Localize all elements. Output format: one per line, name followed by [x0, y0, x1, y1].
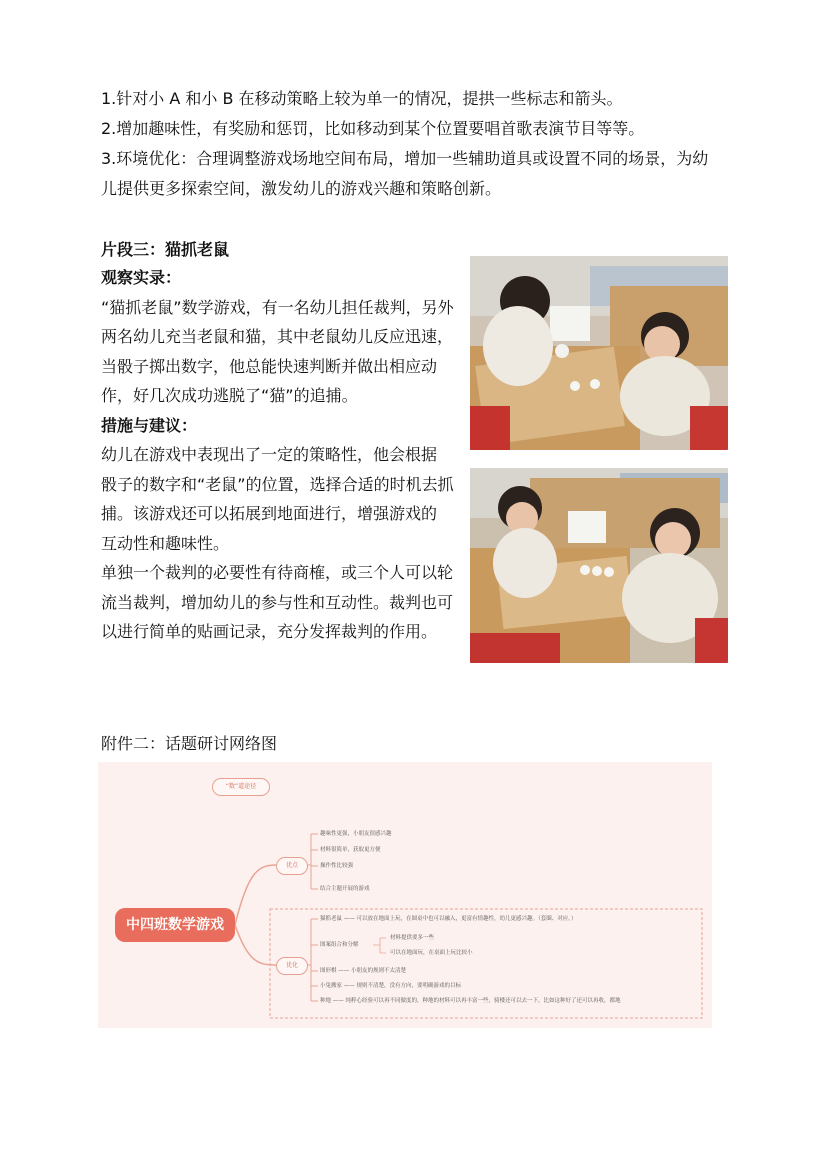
list-item: 2.增加趣味性，有奖励和惩罚，比如移动到某个位置要唱首歌表演节目等等。: [101, 119, 645, 138]
list-item: 儿提供更多探索空间，激发幼儿的游戏兴趣和策略创新。: [101, 179, 502, 198]
paragraph-line: “猫抓老鼠”数学游戏，有一名幼儿担任裁判，另外: [101, 297, 454, 317]
root-node: 中四班数学游戏: [115, 908, 235, 942]
paragraph-line: 互动性和趣味性。: [101, 533, 230, 553]
list-item: 1.针对小 A 和小 B 在移动策略上较为单一的情况，提拱一些标志和箭头。: [101, 89, 623, 108]
optimize-subitem: 材料提供要多一些: [390, 935, 435, 941]
list-item: 3.环境优化：合理调整游戏场地空间布局，增加一些辅助道具或设置不同的场景，为幼: [101, 149, 709, 168]
paragraph-line: 两名幼儿充当老鼠和猫，其中老鼠幼儿反应迅速，: [101, 327, 454, 346]
photo-top: [470, 256, 728, 450]
optimize-item: 小兔搬家 —— 规则不清楚，没有方向，要明确游戏的目标: [320, 983, 461, 989]
optimize-subitem: 可以在地面玩，在桌面上玩比较小: [390, 950, 473, 956]
branch-advantages: 优点: [276, 857, 308, 875]
paragraph-line: 以进行简单的贴画记录，充分发挥裁判的作用。: [101, 622, 438, 641]
header-pill: “数”道途径: [212, 778, 270, 796]
section-title: 片段三：猫抓老鼠: [101, 240, 230, 259]
paragraph-line: 捕。该游戏还可以拓展到地面进行，增强游戏的: [101, 504, 438, 523]
paragraph-line: 流当裁判，增加幼儿的参与性和互动性。裁判也可: [101, 592, 454, 612]
measures-heading: 措施与建议：: [101, 415, 198, 435]
observation-block: [101, 263, 461, 647]
optimize-item: 图形棋 —— 小朋友的规则不太清楚: [320, 968, 406, 974]
optimize-item: 猫抓老鼠 —— 可以放在地面上玩，在圆桌中也可以融入，更富有情趣性，幼儿更感兴趣。（套圈、对应。）: [320, 916, 577, 922]
observation-heading: 观察实录：: [101, 268, 182, 287]
photo-bottom: [470, 468, 728, 663]
paragraph-line: 骰子的数字和“老鼠”的位置，选择合适的时机去抓: [101, 474, 454, 494]
paragraph-line: 幼儿在游戏中表现出了一定的策略性，他会根据: [101, 445, 438, 464]
mind-map: [98, 762, 712, 1028]
suggestion-list: [101, 84, 741, 204]
advantage-item: 趣味性更强，小朋友很感兴趣: [320, 831, 392, 837]
advantage-item: 操作性比较强: [320, 863, 354, 869]
paragraph-line: 作，好几次成功逃脱了“猫”的追捕。: [101, 386, 358, 405]
optimize-item: 图案组合和分解: [320, 942, 359, 948]
advantage-item: 材料很简单，获取更方便: [320, 847, 381, 853]
attachment-title: 附件二：话题研讨网络图: [101, 734, 278, 753]
advantage-item: 结合主题开展的游戏: [320, 886, 370, 892]
branch-optimize: 优化: [276, 957, 308, 975]
paragraph-line: 当骰子掷出数字，他总能快速判断并做出相应动: [101, 356, 438, 376]
paragraph-line: 单独一个裁判的必要性有待商榷，或三个人可以轮: [101, 563, 454, 582]
optimize-item: 种地 —— 纯粹心经验可以再不同做度的，种地的材料可以再丰富一些，骑楼还可以去一下，比如这种好了还可以再收，都地: [320, 998, 621, 1004]
